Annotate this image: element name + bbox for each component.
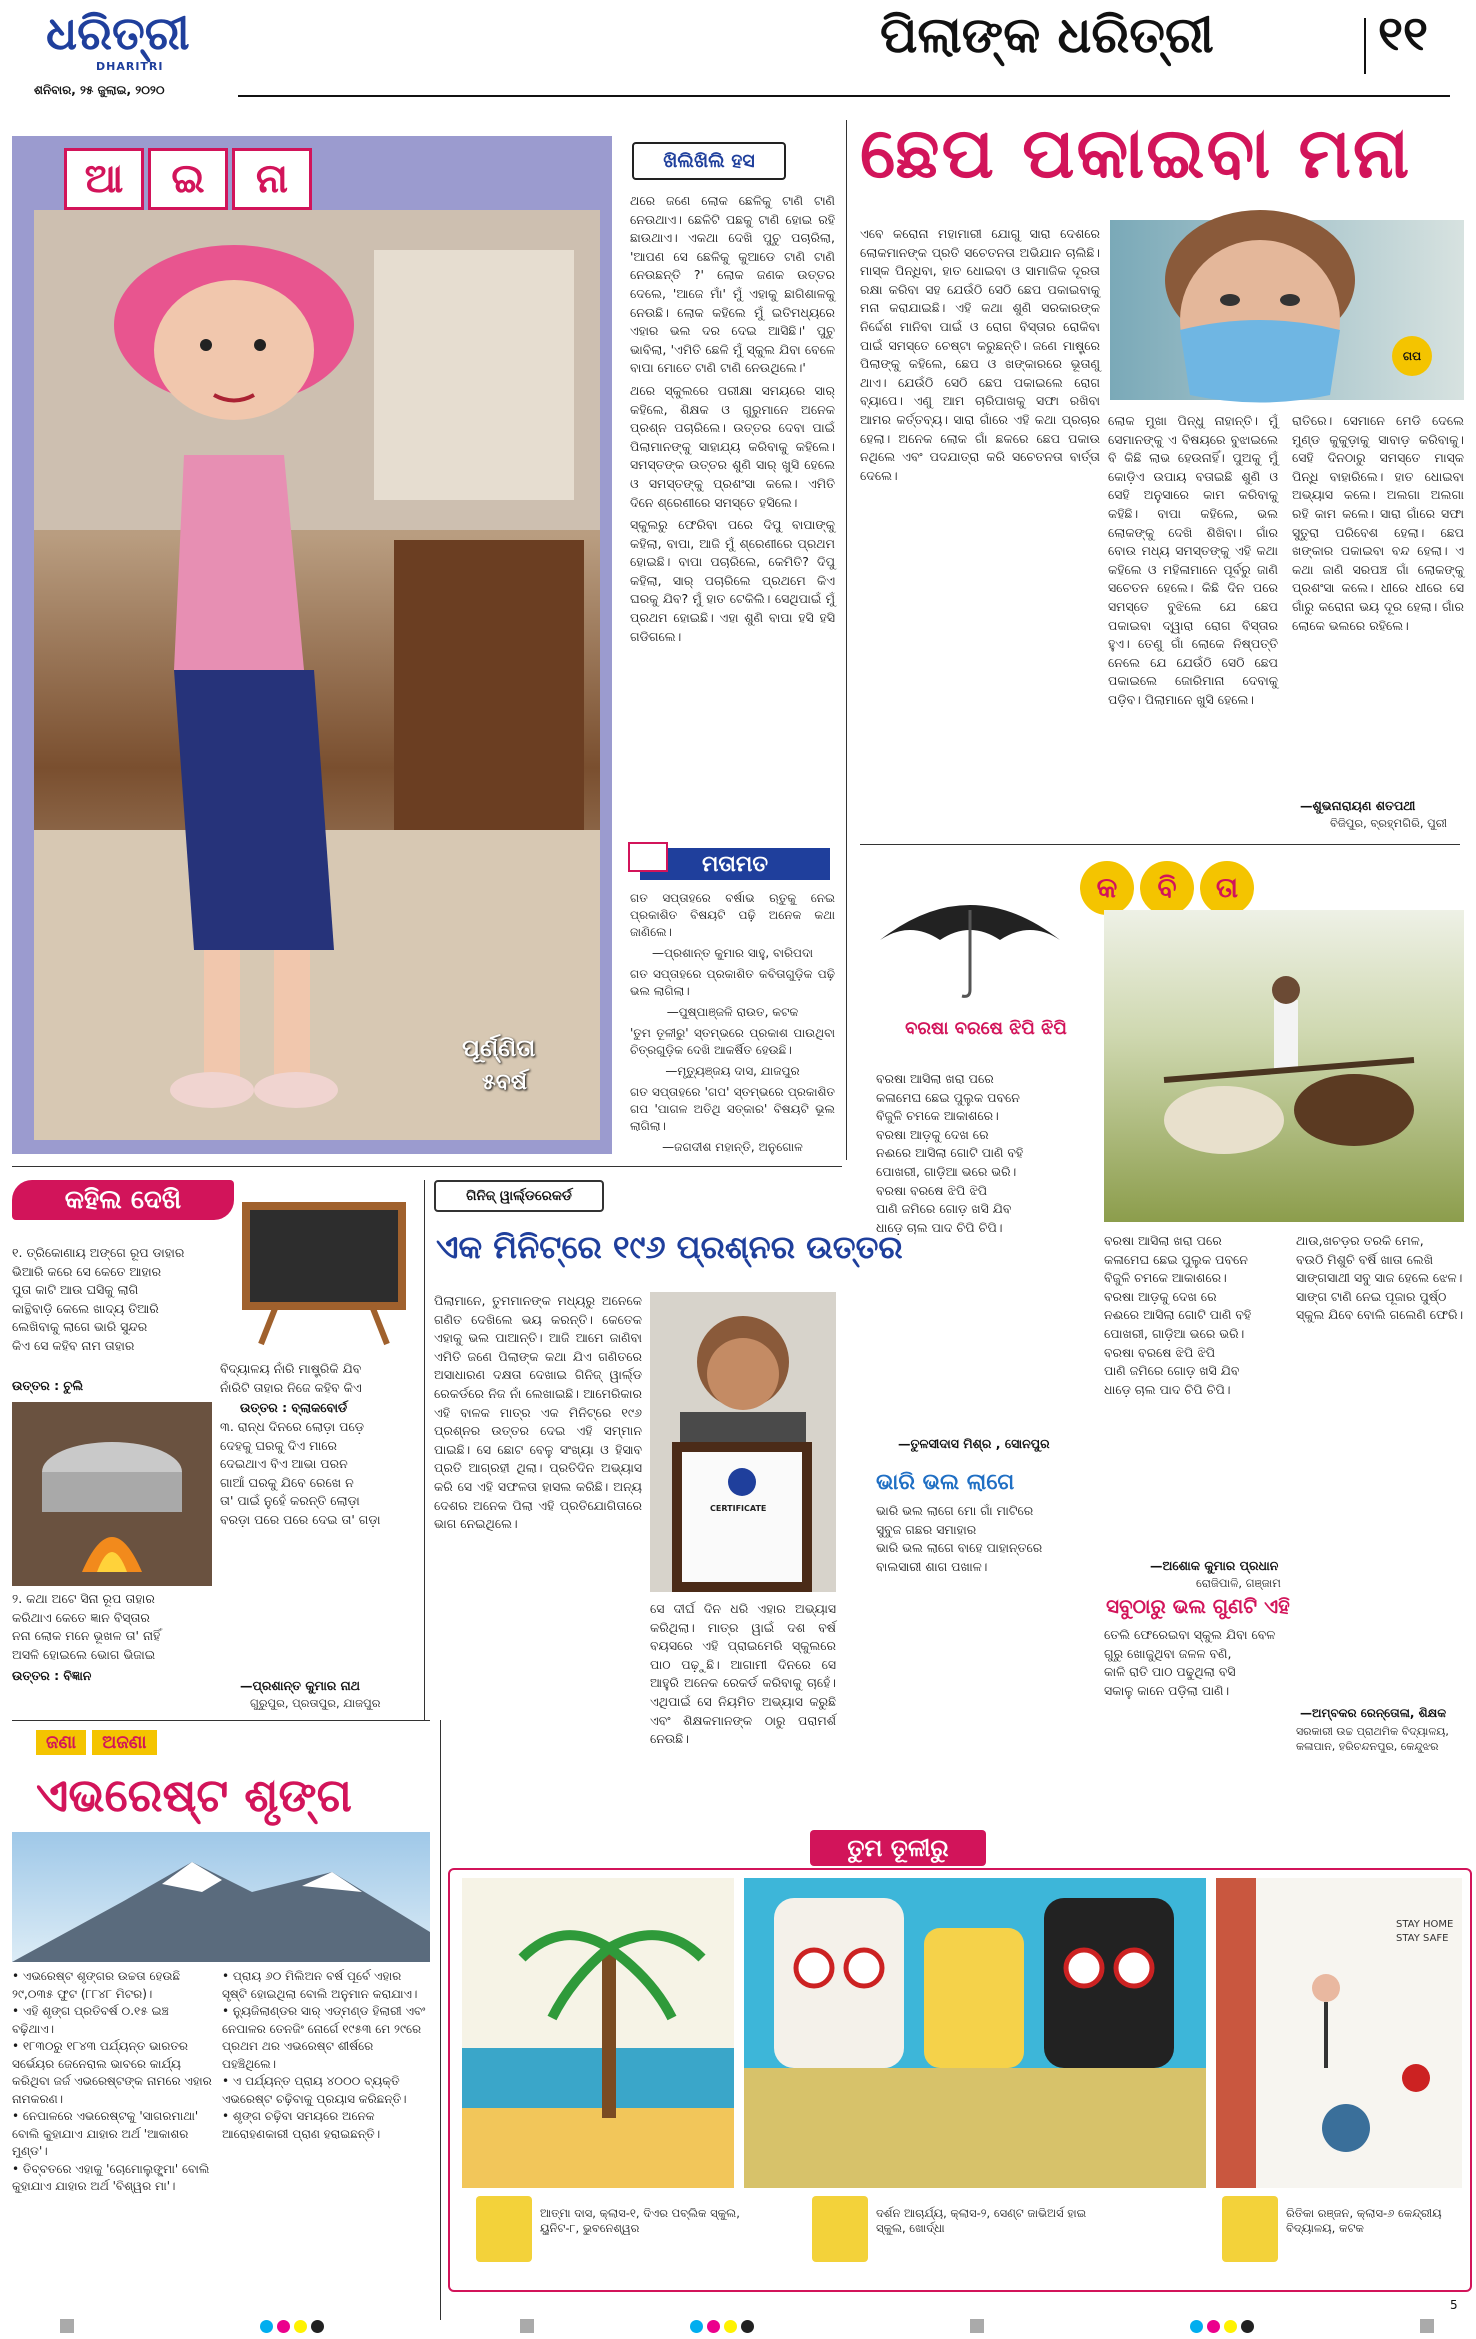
drawing-1 bbox=[462, 1878, 734, 2188]
lead-col1: ଏବେ କରୋନା ମହାମାରୀ ଯୋଗୁ ସାରା ଦେଶରେ ଲୋକମାନଙ୍କ ପ୍ରତି ସଚେତନତା ଅଭିଯାନ ଚାଲିଛି। ମାସ୍କ ପିନ୍ଧିବା, ହାତ ଧୋଇବା ଓ ସାମାଜିକ ଦୂରତା ରକ୍ଷା କରିବା ସହ ଯେଉଁଠି ସେଠି ଛେପ ପକାଇବାକୁ ମନା କରାଯାଇଛି। ଏହି କଥା ଶୁଣି ସରକାରଙ୍କ ନିର୍ଦ୍ଦେଶ ମାନିବା ପାଇଁ ଓ ରୋଗ ବିସ୍ତାର ରୋକିବା ପାଇଁ ସମସ୍ତେ ଚେଷ୍ଟା କରୁଛନ୍ତି। ଜଣେ ମାଷ୍ଟ୍ରେ ପିଲାଙ୍କୁ କହିଲେ, ଛେପ ଓ ଖଙ୍କାରରେ ଭୂତାଣୁ ଥାଏ। ଯେଉଁଠି ସେଠି ଛେପ ପକାଇଲେ ରୋଗ ବ୍ୟାପେ। ଏଣୁ ଆମ ଚାରିପାଖକୁ ସଫା ରଖିବା ଆମର କର୍ତ୍ତବ୍ୟ। ସାରା ଗାଁରେ ଏହି କଥା ପ୍ରଚାର ହେଲା। ଅନେକ ଲୋକ ଗାଁ ଛକରେ ଛେପ ପକାଉ ନଥିଲେ ଏବଂ ପଦଯାତ୍ରା କରି ସଚେତନତା ବାର୍ତ୍ତା ଦେଲେ। bbox=[860, 226, 1100, 483]
matamata-author: —ଜଗଦୀଶ ମହାନ୍ତି, ଅନୁଗୋଳ bbox=[662, 1140, 803, 1154]
masthead-rule bbox=[238, 95, 1450, 97]
matamata-author: —ମୃତ୍ୟୁଞ୍ଜୟ ଦାସ, ଯାଜପୁର bbox=[665, 1064, 800, 1078]
kahila-q4: ୨. କଥା ଅଟେ ସିନା ରୂପ ତାହାର କରିଥାଏ କେତେ ଜ୍ଞାନ ବିସ୍ତାର ନନା ଲୋକ ମନେ ଭୂଖଳ ତା' ନାହିଁ ଅସଳି ହୋଇଲେ ଭୋଗ ଭିଜାଇ bbox=[12, 1591, 161, 1662]
boy-with-certificate-illustration bbox=[650, 1292, 836, 1592]
poem2-text: ଭାରି ଭଲ ଲାଗେ ମୋ ଗାଁ ମାଟିରେ ସୁବୁଜ ଗଛର ସମାହାର ଭାରି ଭଲ ଲାଗେ ବାହେ ପାହାନ୍ତରେ ବାଲସାରୀ ଶାଗ ପଖାଳ। bbox=[876, 1503, 1043, 1574]
artist2-caption: ଦର୍ଶନ ଆଚାର୍ଯ୍ୟ, କ୍ଲାସ-୨, ସେଣ୍ଟ ଜାଭିଅର୍ସ ହାଇ ସ୍କୁଲ, ଖୋର୍ଦ୍ଧା bbox=[876, 2206, 1087, 2235]
date-bar: ଶନିବାର, ୨୫ ଜୁଲାଇ, ୨୦୨୦ bbox=[28, 83, 234, 101]
kahila-author: —ପ୍ରଶାନ୍ତ କୁମାର ନାଥ bbox=[240, 1678, 361, 1693]
matamata-item: ଗତ ସପ୍ତାହରେ ପ୍ରକାଶିତ କବିତାଗୁଡ଼ିକ ପଢ଼ି ଭଲ ଲାଗିଲା। bbox=[630, 967, 835, 998]
poem1-title: ବରଷା ବରଷେ ଝିପି ଝିପି bbox=[905, 1018, 1067, 1039]
artist2-photo bbox=[812, 2196, 868, 2262]
khili-heading: ଖିଲିଖିଲି ହସ bbox=[632, 142, 786, 180]
envelope-icon bbox=[628, 842, 668, 872]
matamata-author: —ପ୍ରଶାନ୍ତ କୁମାର ସାହୁ, ବାରିପଦା bbox=[651, 946, 814, 960]
child-age: ୫ବର୍ଷ bbox=[482, 1070, 527, 1095]
stay-home-text: STAY HOME STAY SAFE bbox=[1396, 1919, 1454, 1944]
guinness-headline: ଏକ ମିନିଟ୍‌ରେ ୧୯୬ ପ୍ରଶ୍ନର ଉତ୍ତର bbox=[436, 1228, 903, 1266]
section-title: ପିଲାଙ୍କ ଧରିତ୍ରୀ bbox=[880, 6, 1214, 64]
photo-tag: ଗପ bbox=[1392, 336, 1432, 376]
jana-headline: ଏଭରେଷ୍ଟ ଶୃଙ୍ଗ bbox=[36, 1768, 352, 1822]
poem2-continued: ବରଷା ଆସିଲା ଖରା ପରେ କଳାମେଘ ଛେଇ ପୁଲୁକ ପବନେ ବିଜୁଳି ଚମକେ ଆକାଶରେ। ବରଷା ଆଡ଼କୁ ଦେଖ ରେ ନଈରେ ଆସିଲା ଗୋଟି ପାଣି ବହି ପୋଖରୀ, ଗାଡ଼ିଆ ଭରେ ଭରି। ବରଷା ବରଷେ ଝିପି ଝିପି ପାଣି ଜମିରେ ଗୋଡ଼ ଖସି ଯିବ ଧାଡ଼େ ଚାଲ ପାଦ ଚିପି ଚିପି। bbox=[1104, 1233, 1252, 1397]
matamata-item: 'ତୁମ ତୂଳୀରୁ' ସ୍ତମ୍ଭରେ ପ୍ରକାଶ ପାଉଥିବା ଚିତ୍ରଗୁଡ଼ିକ ଦେଖି ଆକର୍ଷିତ ହେଉଛି। bbox=[630, 1026, 835, 1057]
everest-photo bbox=[12, 1832, 430, 1962]
drawing-2 bbox=[744, 1878, 1206, 2188]
section-rule bbox=[12, 1166, 842, 1167]
guinness-photo bbox=[650, 1292, 836, 1592]
page-number: ୧୧ bbox=[1378, 6, 1429, 62]
lead-col2: ଲୋକ ମୁଖା ପିନ୍ଧୁ ନାହାନ୍ତି। ମୁଁ ସେମାନଙ୍କୁ ଏ ବିଷୟରେ ବୁଝାଇଲେ ବି କିଛି ଲାଭ ହେଉନାହିଁ। ପୁଅକୁ ମୁଁ କୋଡ଼ିଏ ଉପାୟ ବତାଇଛି ଶୁଣି ଓ ସେହି ଅନୁସାରେ କାମ କରିବାକୁ କହିଛି। ବାପା କହିଲେ, ଭଲ ଲୋକଙ୍କୁ ଦେଖି ଶିଖିବା। ଗାଁର ବୋଉ ମଧ୍ୟ ସମସ୍ତଙ୍କୁ ଏହି କଥା କହିଲେ ଓ ମହିଳାମାନେ ପୂର୍ବରୁ ଜାଣି ସଚେତନ ହେଲେ। କିଛି ଦିନ ପରେ ସମସ୍ତେ ବୁଝିଲେ ଯେ ଛେପ ପକାଇବା ଦ୍ୱାରା ରୋଗ ବିସ୍ତାର ହୁଏ। ତେଣୁ ଗାଁ ଲୋକେ ନିଷ୍ପତ୍ତି ନେଲେ ଯେ ଯେଉଁଠି ସେଠି ଛେପ ପକାଇଲେ ଜୋରିମାନା ଦେବାକୁ ପଡ଼ିବ। ପିଲାମାନେ ଖୁସି ହେଲେ। bbox=[1108, 413, 1278, 707]
lead-bottom-rule bbox=[860, 844, 1460, 845]
kabita-letter: କ bbox=[1080, 861, 1134, 915]
child-photo bbox=[34, 210, 600, 1140]
aina-letter: ନା bbox=[232, 148, 312, 210]
umbrella-icon bbox=[870, 880, 1070, 1000]
stove-image bbox=[12, 1402, 212, 1586]
logo: ଧରିତ୍ରୀ bbox=[46, 6, 190, 60]
logo-en: DHARITRI bbox=[96, 60, 164, 73]
kahila-a4: ଉତ୍ତର : ବିଜ୍ଞାନ bbox=[12, 1668, 92, 1683]
poem1-author: —ତୁଳସୀଦାସ ମିଶ୍ର , ସୋନପୁର bbox=[898, 1436, 1050, 1451]
guinness-tag: ଗିନିଜ୍ ୱାର୍ଲ୍ଡରେକର୍ଡ bbox=[434, 1180, 604, 1212]
farmer-plough-illustration bbox=[1104, 910, 1464, 1222]
jana-col1: • ଏଭରେଷ୍ଟ ଶୃଙ୍ଗର ଉଚ୍ଚତା ହେଉଛି ୨୯,୦୩୫ ଫୁଟ (୮୮୪୮ ମିଟର)। • ଏହି ଶୃଙ୍ଗ ପ୍ରତିବର୍ଷ ୦.୧୫ ଇଞ୍ଚ ବଢ଼ିଥାଏ। • ୧୮୩୦ରୁ ୧୮୪୩ ପର୍ଯ୍ୟନ୍ତ ଭାରତର ସର୍ଭେୟର ଜେନେରାଲ ଭାବରେ କାର୍ଯ୍ୟ କରିଥିବା ଜର୍ଜ ଏଭରେଷ୍ଟଙ୍କ ନାମରେ ଏହାର ନାମକରଣ। • ନେପାଳରେ ଏଭରେଷ୍ଟକୁ 'ସାଗରମାଥା' ବୋଲି କୁହାଯାଏ ଯାହାର ଅର୍ଥ 'ଆକାଶର ମୁଣ୍ଡ'। • ତିବ୍ବତରେ ଏହାକୁ 'ଚୋମୋଲୁଙ୍ଗ୍ମା' ବୋଲି କୁହାଯାଏ ଯାହାର ଅର୍ଥ 'ବିଶ୍ୱର ମା'। bbox=[12, 1969, 212, 2193]
matamata-item: ଗତ ସପ୍ତାହରେ ବର୍ଷାଭ ଋତୁକୁ ନେଇ ପ୍ରକାଶିତ ବିଷୟଟି ପଢ଼ି ଅନେକ କଥା ଜାଣିଲେ। bbox=[630, 891, 835, 939]
lead-author-place: ବିଜିପୁର, ବ୍ରହ୍ମଗିରି, ପୁରୀ bbox=[1330, 816, 1447, 830]
kahila-place: ଗୁରୁପୁର, ପ୍ରତାପୁର, ଯାଜପୁର bbox=[250, 1696, 381, 1710]
guinness-text2: ସେ ଦୀର୍ଘ ଦିନ ଧରି ଏହାର ଅଭ୍ୟାସ କରିଥିଲା। ମାତ୍ର ୱାଇଁ ଦଶ ବର୍ଷ ବୟସରେ ଏହି ପ୍ରାଇମେରି ସ୍କୁଲରେ ପାଠ ପଢ଼ୁଛି। ଆଗାମୀ ଦିନରେ ସେ ଆହୁରି ଅନେକ ରେକର୍ଡ କରିବାକୁ ଚାହେଁ। ଏଥିପାଇଁ ସେ ନିୟମିତ ଅଭ୍ୟାସ କରୁଛି ଏବଂ ଶିକ୍ଷକମାନଙ୍କ ଠାରୁ ପରାମର୍ଶ ନେଉଛି। bbox=[650, 1601, 836, 1747]
ajana-tag: ଅଜଣା bbox=[92, 1730, 156, 1755]
aina-frame bbox=[12, 136, 612, 1154]
registration-marks bbox=[260, 2320, 324, 2333]
child-illustration bbox=[34, 210, 600, 1140]
poem4-author: —ଅମ୍ବକର ରେନ୍ତୋଳା, ଶିକ୍ଷକ bbox=[1300, 1706, 1447, 1720]
col-divider bbox=[424, 1180, 425, 1720]
kahila-q1: ୧. ତ୍ରିକୋଣାୟ ଅଙ୍ଗେ ରୂପ ଡାହାର ଭିଆରି କରେ ସେ କେତେ ଆହାର ପୁତା କାଟି ଆଉ ଘସିକୁ ଲାଗି କାନ୍ଥିବାଡ଼ି କେଲେ ଖାଦ୍ୟ ତିଆରି ଲେଖିବାକୁ ଲାଗେ ଭାରି ସୁନ୍ଦର କିଏ ସେ କହିବ ନାମ ତାହାର bbox=[12, 1245, 185, 1353]
khili-text bbox=[630, 192, 835, 832]
kabita-letter: ତା bbox=[1200, 861, 1254, 915]
poem4-place: ସରକାରୀ ଉଚ୍ଚ ପ୍ରାଥମିକ ବିଦ୍ୟାଳୟ, କଳାପାନ, ହରିଚନ୍ଦନପୁର, କେନ୍ଦୁଝର bbox=[1296, 1725, 1449, 1753]
clay-stove-illustration bbox=[12, 1402, 212, 1586]
kahila-heading: କହିଲ ଦେଖି bbox=[12, 1180, 234, 1220]
poem2-author: —ଅଶୋକ କୁମାର ପ୍ରଧାନ bbox=[1150, 1558, 1279, 1573]
farmer-image bbox=[1104, 910, 1464, 1222]
child-name: ପୂର୍ଣ୍ଣିତା bbox=[462, 1034, 536, 1062]
guinness-text: ପିଲାମାନେ, ତୁମମାନଙ୍କ ମଧ୍ୟରୁ ଅନେକେ ଗଣିତ ଦେଖିଲେ ଭୟ କରନ୍ତି। କେତେକ ଏହାକୁ ଭଲ ପାଆନ୍ତି। ଆଜି ଆମେ ଜାଣିବା ଏମିତି ଜଣେ ପିଲାଙ୍କ କଥା ଯିଏ ଗଣିତରେ ଅସାଧାରଣ ଦକ୍ଷତା ଦେଖାଇ ଗିନିଜ୍ ୱାର୍ଲ୍ଡ ରେକର୍ଡରେ ନିଜ ନାଁ ଲେଖାଇଛି। ଆମେରିକାର ଏହି ବାଳକ ମାତ୍ର ଏକ ମିନିଟ୍‌ରେ ୧୯୬ ପ୍ରଶ୍ନର ଉତ୍ତର ଦେଇ ଏହି ସମ୍ମାନ ପାଇଛି। ସେ ଛୋଟ ବେଳୁ ସଂଖ୍ୟା ଓ ହିସାବ ପ୍ରତି ଆଗ୍ରହୀ ଥିଲା। ପ୍ରତିଦିନ ଅଭ୍ୟାସ କରି ସେ ଏହି ସଫଳତା ହାସଲ କରିଛି। ଅନ୍ୟ ଦେଶର ଅନେକ ପିଲା ଏହି ପ୍ରତିଯୋଗିତାରେ ଭାଗ ନେଇଥିଲେ। bbox=[434, 1293, 642, 1532]
jana-tag: ଜଣା bbox=[36, 1730, 86, 1755]
col-divider bbox=[440, 1720, 441, 2320]
jana-tags bbox=[36, 1730, 157, 1755]
poem3-title: ସବୁଠାରୁ ଭଲ ଗୁଣଟି ଏହି bbox=[1106, 1594, 1290, 1618]
title-divider bbox=[1364, 18, 1366, 74]
masthead bbox=[0, 0, 1476, 100]
poem2-place: ରୋଜିପାଳି, ଗଞ୍ଜାମ bbox=[1196, 1576, 1281, 1590]
footer-page-number: 5 bbox=[1450, 2298, 1458, 2312]
umbrella-image bbox=[870, 880, 1070, 1000]
blackboard-icon bbox=[236, 1196, 412, 1346]
lead-author: —ଶୁଭନାରାୟଣ ଶତପଥୀ bbox=[1300, 798, 1416, 813]
kahila-q3: ୩. ରାନ୍ଧ ଦିନରେ ଲୋଡ଼ା ପଡ଼େ ଦେହକୁ ଘରକୁ ଦିଏ ମାରେ ଦେଇଥାଏ ବିଏ ଆଭା ପରନ ଗାଆଁ ଘରକୁ ଯିବେ ରେଖେ ନ ତା' ପାଇଁ ନୁହେଁ କରନ୍ତି ଲୋଡ଼ା ବରଡ଼ା ପରେ ପରେ ଦେଇ ତା' ଗଡ଼ା bbox=[220, 1419, 381, 1527]
poem4-text: ଥାଉ,ଖଚଡ଼ର ତରକି ମେଳ, ବଉଠି ମିଶୁଚି ବର୍ଷି ଖାତା ଲେଖି ସାଙ୍ଗସାଥୀ ସବୁ ସାଜ ହେଲେ ଝେଳ। ସାଙ୍ଗ ଟାଣି ନେଇ ପୂଜାର ପୁର୍ଷ୍ଠ ସ୍କୁଲ ଯିବେ ବୋଲି ଗଲେଣି ଫେରି। bbox=[1296, 1233, 1464, 1323]
lead-photo bbox=[1110, 220, 1464, 400]
mountain-illustration bbox=[12, 1832, 430, 1962]
grayscale-mark bbox=[1420, 2319, 1434, 2333]
matamata-title: ମତାମତ bbox=[701, 851, 769, 877]
lead-headline: ଛେପ ପକାଇବା ମନା bbox=[860, 112, 1412, 194]
aina-heading bbox=[64, 148, 312, 210]
khili-para: ଥରେ ଜଣେ ଲୋକ ଛେଳିକୁ ଟାଣି ଟାଣି ନେଉଥାଏ। ଛେଳିଟି ପଛକୁ ଟାଣି ହୋଇ ରହି ଛାଉଥାଏ। ଏକଥା ଦେଖି ପୁଚୁ ପଚାରିଲା, 'ଆପଣ ସେ ଛେଳିକୁ କୁଆଡେ ଟାଣି ଟାଣି ନେଉଛନ୍ତି ?' ଲୋକ ଜଣକ ଉତ୍ତର ଦେଲେ, 'ଆଜେ ମାଁ' ମୁଁ ଏହାକୁ ଛାଗିଶାଳକୁ ନେଉଛି। ଲୋକ କହିଲେ ମୁଁ ଇତିମଧ୍ୟରେ ଏହାର ଭଲ ଦର ଦେଇ ଆସିଛି।' ପୁଚୁ ଭାବିଲା, 'ଏମିତି ଛେଳି ମୁଁ ସ୍କୁଲ ଯିବା ବେଳେ ବାପା ମୋତେ ଟାଣି ଟାଣି ନେଉଥିଲେ।' bbox=[630, 193, 835, 376]
grayscale-mark bbox=[520, 2319, 534, 2333]
certificate-label: CERTIFICATE bbox=[710, 1504, 767, 1513]
palm-tree-drawing bbox=[462, 1878, 734, 2188]
grayscale-mark bbox=[60, 2319, 74, 2333]
kabita-letter: ବି bbox=[1140, 861, 1194, 915]
poem2-title: ଭାରି ଭଲ ଲାଗେ bbox=[876, 1470, 1015, 1495]
kahila-q2: ବିଦ୍ୟାଳୟ ନାଁରି ମାଷ୍ଟ୍ରିକି ଯିବ ନାଁରିଟି ତାହାର ନିଜେ କହିବ କିଏ bbox=[220, 1361, 362, 1395]
col-divider bbox=[846, 120, 847, 1160]
tuli-heading: ତୁମ ତୂଳୀରୁ bbox=[810, 1830, 986, 1866]
matamata-heading bbox=[640, 848, 830, 880]
kahila-a2: ଉତ୍ତର : ବ୍ଲାକବୋର୍ଡ bbox=[240, 1400, 348, 1415]
matamata-author: —ପୁଷ୍ପାଞ୍ଜଳି ରାଉତ, କଟକ bbox=[666, 1005, 799, 1019]
artist1-caption: ଆତ୍ମା ଦାସ, କ୍ଲାସ-୧, ଦିଏର ପବ୍ଲିକ ସ୍କୁଲ, ୟୁନିଟ-୮, ଭୁବନେଶ୍ୱର bbox=[540, 2206, 740, 2235]
registration-marks bbox=[1190, 2320, 1254, 2333]
blackboard-image bbox=[236, 1196, 412, 1346]
kahila-a1: ଉତ୍ତର : ଚୁଲି bbox=[12, 1378, 84, 1393]
aina-letter: ଆ bbox=[64, 148, 144, 210]
grayscale-mark bbox=[970, 2319, 984, 2333]
poem3-text: ତେଲି ଫେରେଇବା ସ୍କୁଲ ଯିବା ବେଳ ଗୁରୁ ଖୋଜୁଥିବା ଜଳଳ ବଣି, କାଳି ରାତି ପାଠ ପଢୁଥିଲା ବସି ସକାଳୁ କାନେ ପଡ଼ିଲା ପାଣି। bbox=[1104, 1627, 1276, 1698]
matamata-item: ଗତ ସପ୍ତାହରେ 'ଗପ' ସ୍ତମ୍ଭରେ ପ୍ରକାଶିତ ଗପ 'ପାଗଳ ଅତିଥି ସତ୍କାର' ବିଷୟଟି ଭୂଲ ଲାଗିଲା। bbox=[630, 1085, 835, 1133]
kabita-heading bbox=[1080, 858, 1280, 918]
artist1-photo bbox=[476, 2196, 532, 2262]
artist3-photo bbox=[1222, 2196, 1278, 2262]
khili-para: ସ୍କୁଲରୁ ଫେରିବା ପରେ ଦିପୁ ବାପାଙ୍କୁ କହିଲା, ବାପା, ଆଜି ମୁଁ ଶ୍ରେଣୀରେ ପ୍ରଥମ ହୋଇଛି। ବାପା ପଚାରିଲେ, କେମିତି? ଦିପୁ କହିଲା, ସାର୍ ପଚାରିଲେ ପ୍ରଥମେ କିଏ ଘରକୁ ଯିବ? ମୁଁ ହାତ ଟେକିଲି। ସେଥିପାଇଁ ମୁଁ ପ୍ରଥମ ହୋଇଛି। ଏହା ଶୁଣି ବାପା ହସି ହସି ଗଡିଗଲେ। bbox=[630, 517, 835, 644]
aina-letter: ଇ bbox=[148, 148, 228, 210]
jana-col2: • ପ୍ରାୟ ୬୦ ମିଲିଅନ ବର୍ଷ ପୂର୍ବେ ଏହାର ସୃଷ୍ଟି ହୋଇଥିଲା ବୋଲି ଅନୁମାନ କରାଯାଏ। • ନ୍ୟୁଜିଲାଣ୍ଡର ସାର୍ ଏଡ୍‌ମଣ୍ଡ ହିଲାରୀ ଏବଂ ନେପାଳର ତେନଜିଂ ନୋର୍ଗେ ୧୯୫୩ ମେ ୨୯ରେ ପ୍ରଥମ ଥର ଏଭରେଷ୍ଟ ଶୀର୍ଷରେ ପହଞ୍ଚିଥିଲେ। • ଏ ପର୍ଯ୍ୟନ୍ତ ପ୍ରାୟ ୪୦୦୦ ବ୍ୟକ୍ତି ଏଭରେଷ୍ଟ ଚଢ଼ିବାକୁ ପ୍ରୟାସ କରିଛନ୍ତି। • ଶୃଙ୍ଗ ଚଢ଼ିବା ସମୟରେ ଅନେକ ଆରୋହଣକାରୀ ପ୍ରାଣ ହରାଇଛନ୍ତି। bbox=[222, 1969, 426, 2141]
registration-marks bbox=[690, 2320, 754, 2333]
drawing-3 bbox=[1216, 1878, 1462, 2188]
jagannath-trinity-drawing bbox=[744, 1878, 1206, 2188]
lead-col3: ରାତିରେ। ସେମାନେ ମେଡି ଦେଲେ ମୁଣ୍ଡ କୁକୁଡ଼ାକୁ ସାବାଡ଼ କରିବାକୁ। ସେହି ଦିନଠାରୁ ସମସ୍ତେ ମାସ୍କ ପିନ୍ଧି ବାହାରିଲେ। ହାତ ଧୋଇବା ଅଭ୍ୟାସ କଲେ। ଅଲଗା ଅଲଗା ରହି କାମ କଲେ। ସାରା ଗାଁରେ ସଫା ସୁତୁରା ପରିବେଶ ହେଲା। ଛେପ ଖଙ୍କାର ପକାଇବା ବନ୍ଦ ହେଲା। ଏ କଥା ଜାଣି ସରପଞ୍ଚ ଗାଁ ଲୋକଙ୍କୁ ପ୍ରଶଂସା କଲେ। ଧୀରେ ଧୀରେ ସେ ଗାଁରୁ କରୋନା ଭୟ ଦୂର ହେଲା। ଗାଁର ଲୋକେ ଭଲରେ ରହିଲେ। bbox=[1292, 413, 1464, 633]
khili-para: ଥରେ ସ୍କୁଲରେ ପରୀକ୍ଷା ସମୟରେ ସାର୍ କହିଲେ, ଶିକ୍ଷକ ଓ ଗୁରୁମାନେ ଅନେକ ପ୍ରଶ୍ନ ପଚାରିଲେ। ଉତ୍ତର ଦେବା ପାଇଁ ପିଲାମାନଙ୍କୁ ସାହାଯ୍ୟ କରିବାକୁ କହିଲେ। ସମସ୍ତଙ୍କ ଉତ୍ତର ଶୁଣି ସାର୍ ଖୁସି ହେଲେ ଓ ସମସ୍ତଙ୍କୁ ପ୍ରଶଂସା କଲେ। ଏମିତି ଦିନେ ଶ୍ରେଣୀରେ ସମସ୍ତେ ହସିଲେ। bbox=[630, 382, 835, 510]
poem1-text: ବରଷା ଆସିଲା ଖରା ପରେ କଳାମେଘ ଛେଇ ପୁଲୁକ ପବନେ ବିଜୁଳି ଚମକେ ଆକାଶରେ। ବରଷା ଆଡ଼କୁ ଦେଖ ରେ ନଈରେ ଆସିଲା ଗୋଟି ପାଣି ବହି ପୋଖରୀ, ଗାଡ଼ିଆ ଭରେ ଭରି। ବରଷା ବରଷେ ଝିପି ଝିପି ପାଣି ଜମିରେ ଗୋଡ଼ ଖସି ଯିବ ଧାଡ଼େ ଚାଲ ପାଦ ଚିପି ଚିପି। bbox=[876, 1071, 1024, 1235]
artist3-caption: ରିତିକା ରଞ୍ଜନ, କ୍ଲାସ-୬ କେନ୍ଦ୍ରୀୟ ବିଦ୍ୟାଳୟ, କଟକ bbox=[1286, 2206, 1442, 2235]
section-rule bbox=[12, 1720, 430, 1721]
matamata-text bbox=[630, 890, 835, 1170]
